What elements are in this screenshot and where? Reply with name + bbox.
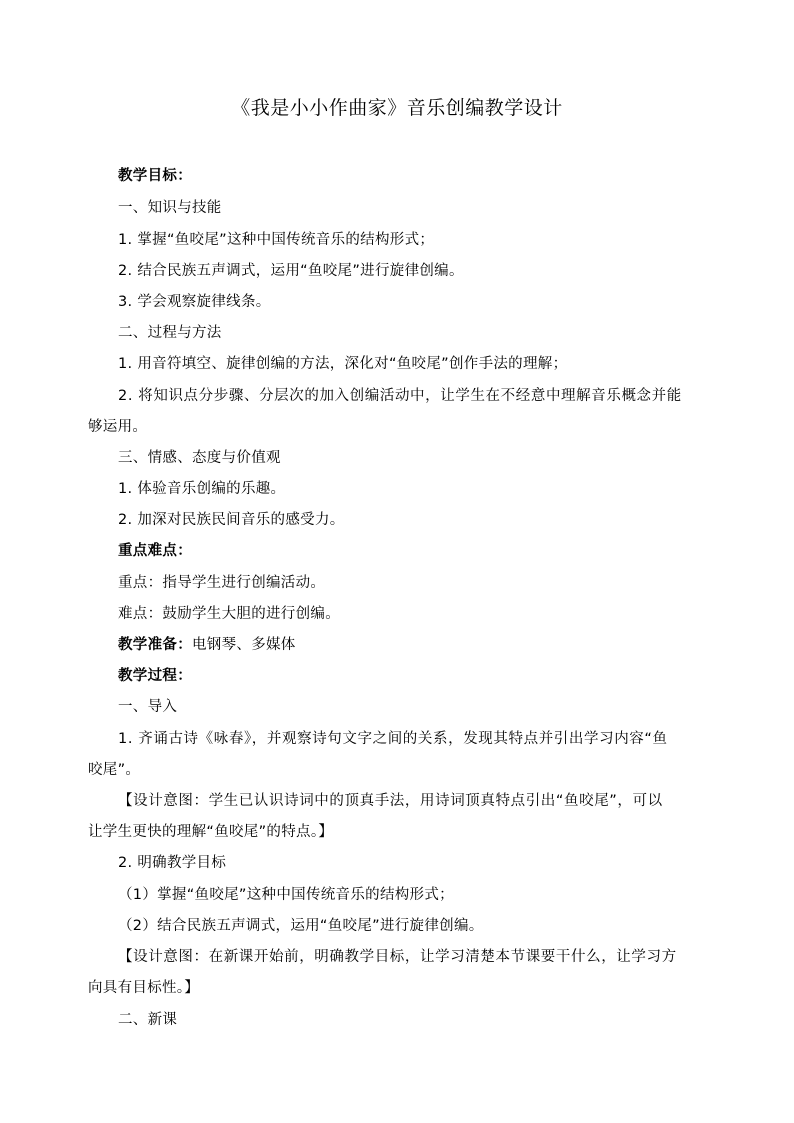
prep-line — [118, 635, 296, 655]
design-intent-1-line-2: 让学生更快的理解“鱼咬尾”的特点。】 — [88, 824, 334, 840]
design-intent-2-line-2: 向具有目标性。】 — [88, 980, 200, 996]
section-knowledge-heading: 一、知识与技能 — [118, 200, 222, 216]
knowledge-item-3: 3. 学会观察旋律线条。 — [118, 294, 271, 310]
intro-item-2: 2. 明确教学目标 — [118, 855, 227, 871]
knowledge-item-2: 2. 结合民族五声调式，运用“鱼咬尾”进行旋律创编。 — [118, 263, 464, 279]
process-heading: 教学过程： — [118, 668, 192, 684]
objectives-heading: 教学目标： — [118, 168, 192, 184]
intro-item-2-sub-2: （2）结合民族五声调式，运用“鱼咬尾”进行旋律创编。 — [118, 918, 484, 934]
process-item-1: 1. 用音符填空、旋律创编的方法，深化对“鱼咬尾”创作手法的理解； — [118, 356, 568, 372]
intro-item-1-line-1: 1. 齐诵古诗《咏春》，并观察诗句文字之间的关系，发现其特点并引出学习内容“鱼 — [118, 731, 668, 747]
emotion-item-1: 1. 体验音乐创编的乐趣。 — [118, 481, 286, 497]
key-point: 重点：指导学生进行创编活动。 — [118, 575, 326, 591]
section-emotion-heading: 三、情感、态度与价值观 — [118, 450, 281, 466]
prep-text: 电钢琴、多媒体 — [192, 637, 296, 653]
process-item-2-line-2: 够运用。 — [88, 419, 148, 435]
new-lesson-heading: 二、新课 — [118, 1012, 178, 1028]
process-item-2-line-1: 2. 将知识点分步骤、分层次的加入创编活动中，让学生在不经意中理解音乐概念并能 — [118, 388, 682, 404]
intro-item-2-sub-1: （1）掌握“鱼咬尾”这种中国传统音乐的结构形式； — [118, 887, 454, 903]
difficult-point: 难点：鼓励学生大胆的进行创编。 — [118, 606, 340, 622]
intro-item-1-line-2: 咬尾”。 — [88, 762, 141, 778]
document-title: 《我是小小作曲家》音乐创编教学设计 — [231, 97, 563, 119]
key-points-heading: 重点难点： — [118, 543, 192, 559]
intro-heading: 一、导入 — [118, 699, 178, 715]
emotion-item-2: 2. 加深对民族民间音乐的感受力。 — [118, 512, 345, 528]
design-intent-2-line-1: 【设计意图：在新课开始前，明确教学目标，让学习清楚本节课要干什么，让学习方 — [118, 949, 677, 965]
section-process-heading: 二、过程与方法 — [118, 325, 222, 341]
prep-heading: 教学准备： — [118, 637, 192, 653]
knowledge-item-1: 1. 掌握“鱼咬尾”这种中国传统音乐的结构形式； — [118, 232, 435, 248]
design-intent-1-line-1: 【设计意图：学生已认识诗词中的顶真手法，用诗词顶真特点引出“鱼咬尾”，可以 — [118, 793, 663, 809]
